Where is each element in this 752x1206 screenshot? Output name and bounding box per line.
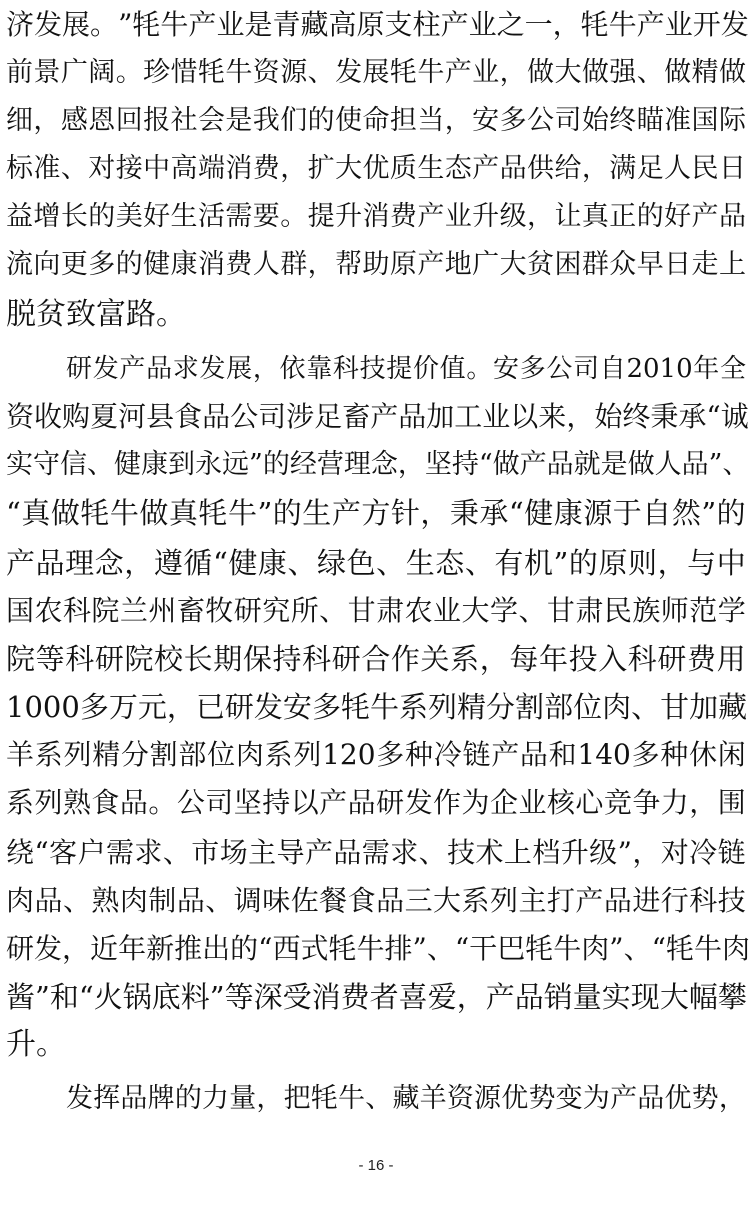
text-line: 国 农 科 院 兰 州 畜 牧 研 究 所 、 甘 肃 农 业 大 学 、 甘 肃 民 族 师 范 学 xyxy=(6,594,746,627)
text-line: 发 挥 品 牌 的 力 量 ， 把 牦 牛 、 藏 羊 资 源 优 势 变 为 产 品 优 势 ， xyxy=(66,1083,746,1114)
text-line: 升。 xyxy=(6,1027,66,1062)
text-line: 流 向 更 多 的 健 康 消 费 人 群 ， 帮 助 原 产 地 广 大 贫 困 群 众 早 日 走 上 xyxy=(6,249,746,280)
text-line: 肉 品 、 熟 肉 制 品 、 调 味 佐 餐 食 品 三 大 系 列 主 打 产 品 进 行 科 技 xyxy=(6,884,746,917)
text-line: 细 ， 感 恩 回 报 社 会 是 我 们 的 使 命 担 当 ， 安 多 公 司 始 终 瞄 准 国 际 xyxy=(6,105,746,136)
text-line: 研 发 产 品 求 发 展 ， 依 靠 科 技 提 价 值 。 安 多 公 司 自 2010 年 全 xyxy=(66,354,746,384)
text-line: 绕 “ 客 户 需 求 、 市 场 主 导 产 品 需 求 、 技 术 上 档 升 级 ” ， 对 冷 链 xyxy=(6,836,746,869)
text-line: 资 收 购 夏 河 县 食 品 公 司 涉 足 畜 产 品 加 工 业 以 来 ， 始 终 秉 承 “ 诚 xyxy=(6,400,749,433)
text-line: 实 守 信 、 健 康 到 永 远 ” 的 经 营 理 念 ， 坚 持 “ 做 产 品 就 是 做 人 品 ” 、 xyxy=(6,449,750,480)
text-line: 研 发 ， 近 年 新 推 出 的 “ 西 式 牦 牛 排 ” 、 “ 干 巴 牦 牛 肉 ” 、 “ 牦 牛 肉 xyxy=(6,932,751,965)
text-line: 济 发 展 。 ” 牦 牛 产 业 是 青 藏 高 原 支 柱 产 业 之 一 ， 牦 牛 产 业 开 发 xyxy=(6,8,749,41)
text-line: “ 真 做 牦 牛 做 真 牦 牛 ” 的 生 产 方 针 ， 秉 承 “ 健 康 源 于 自 然 ” 的 xyxy=(6,496,746,530)
text-line: 院 等 科 研 院 校 长 期 保 持 科 研 合 作 关 系 ， 每 年 投 入 科 研 费 用 xyxy=(6,642,746,676)
text-line: 系 列 熟 食 品 。 公 司 坚 持 以 产 品 研 发 作 为 企 业 核 心 竞 争 力 ， 围 xyxy=(6,786,746,819)
text-line: 标 准 、 对 接 中 高 端 消 费 ， 扩 大 优 质 生 态 产 品 供 给 ， 满 足 人 民 日 xyxy=(6,153,746,184)
page-number: - 16 - xyxy=(358,1157,394,1174)
text-line: 羊 系 列 精 分 割 部 位 肉 系 列 120 多 种 冷 链 产 品 和 140 多 种 休 闲 xyxy=(6,738,746,771)
text-line: 产 品 理 念 ， 遵 循 “ 健 康 、 绿 色 、 生 态 、 有 机 ” 的 原 则 ， 与 中 xyxy=(6,546,746,580)
text-line: 1000 多 万 元 ， 已 研 发 安 多 牦 牛 系 列 精 分 割 部 位 肉 、 甘 加 藏 xyxy=(6,690,748,724)
text-line: 脱贫致富路。 xyxy=(6,297,186,332)
text-line: 益 增 长 的 美 好 生 活 需 要 。 提 升 消 费 产 业 升 级 ， 让 真 正 的 好 产 品 xyxy=(6,201,746,232)
text-line: 前 景 广 阔 。 珍 惜 牦 牛 资 源 、 发 展 牦 牛 产 业 ， 做 大 做 强 、 做 精 做 xyxy=(6,57,746,88)
text-line: 酱 ” 和 “ 火 锅 底 料 ” 等 深 受 消 费 者 喜 爱 ， 产 品 销 量 实 现 大 幅 攀 xyxy=(6,980,747,1014)
